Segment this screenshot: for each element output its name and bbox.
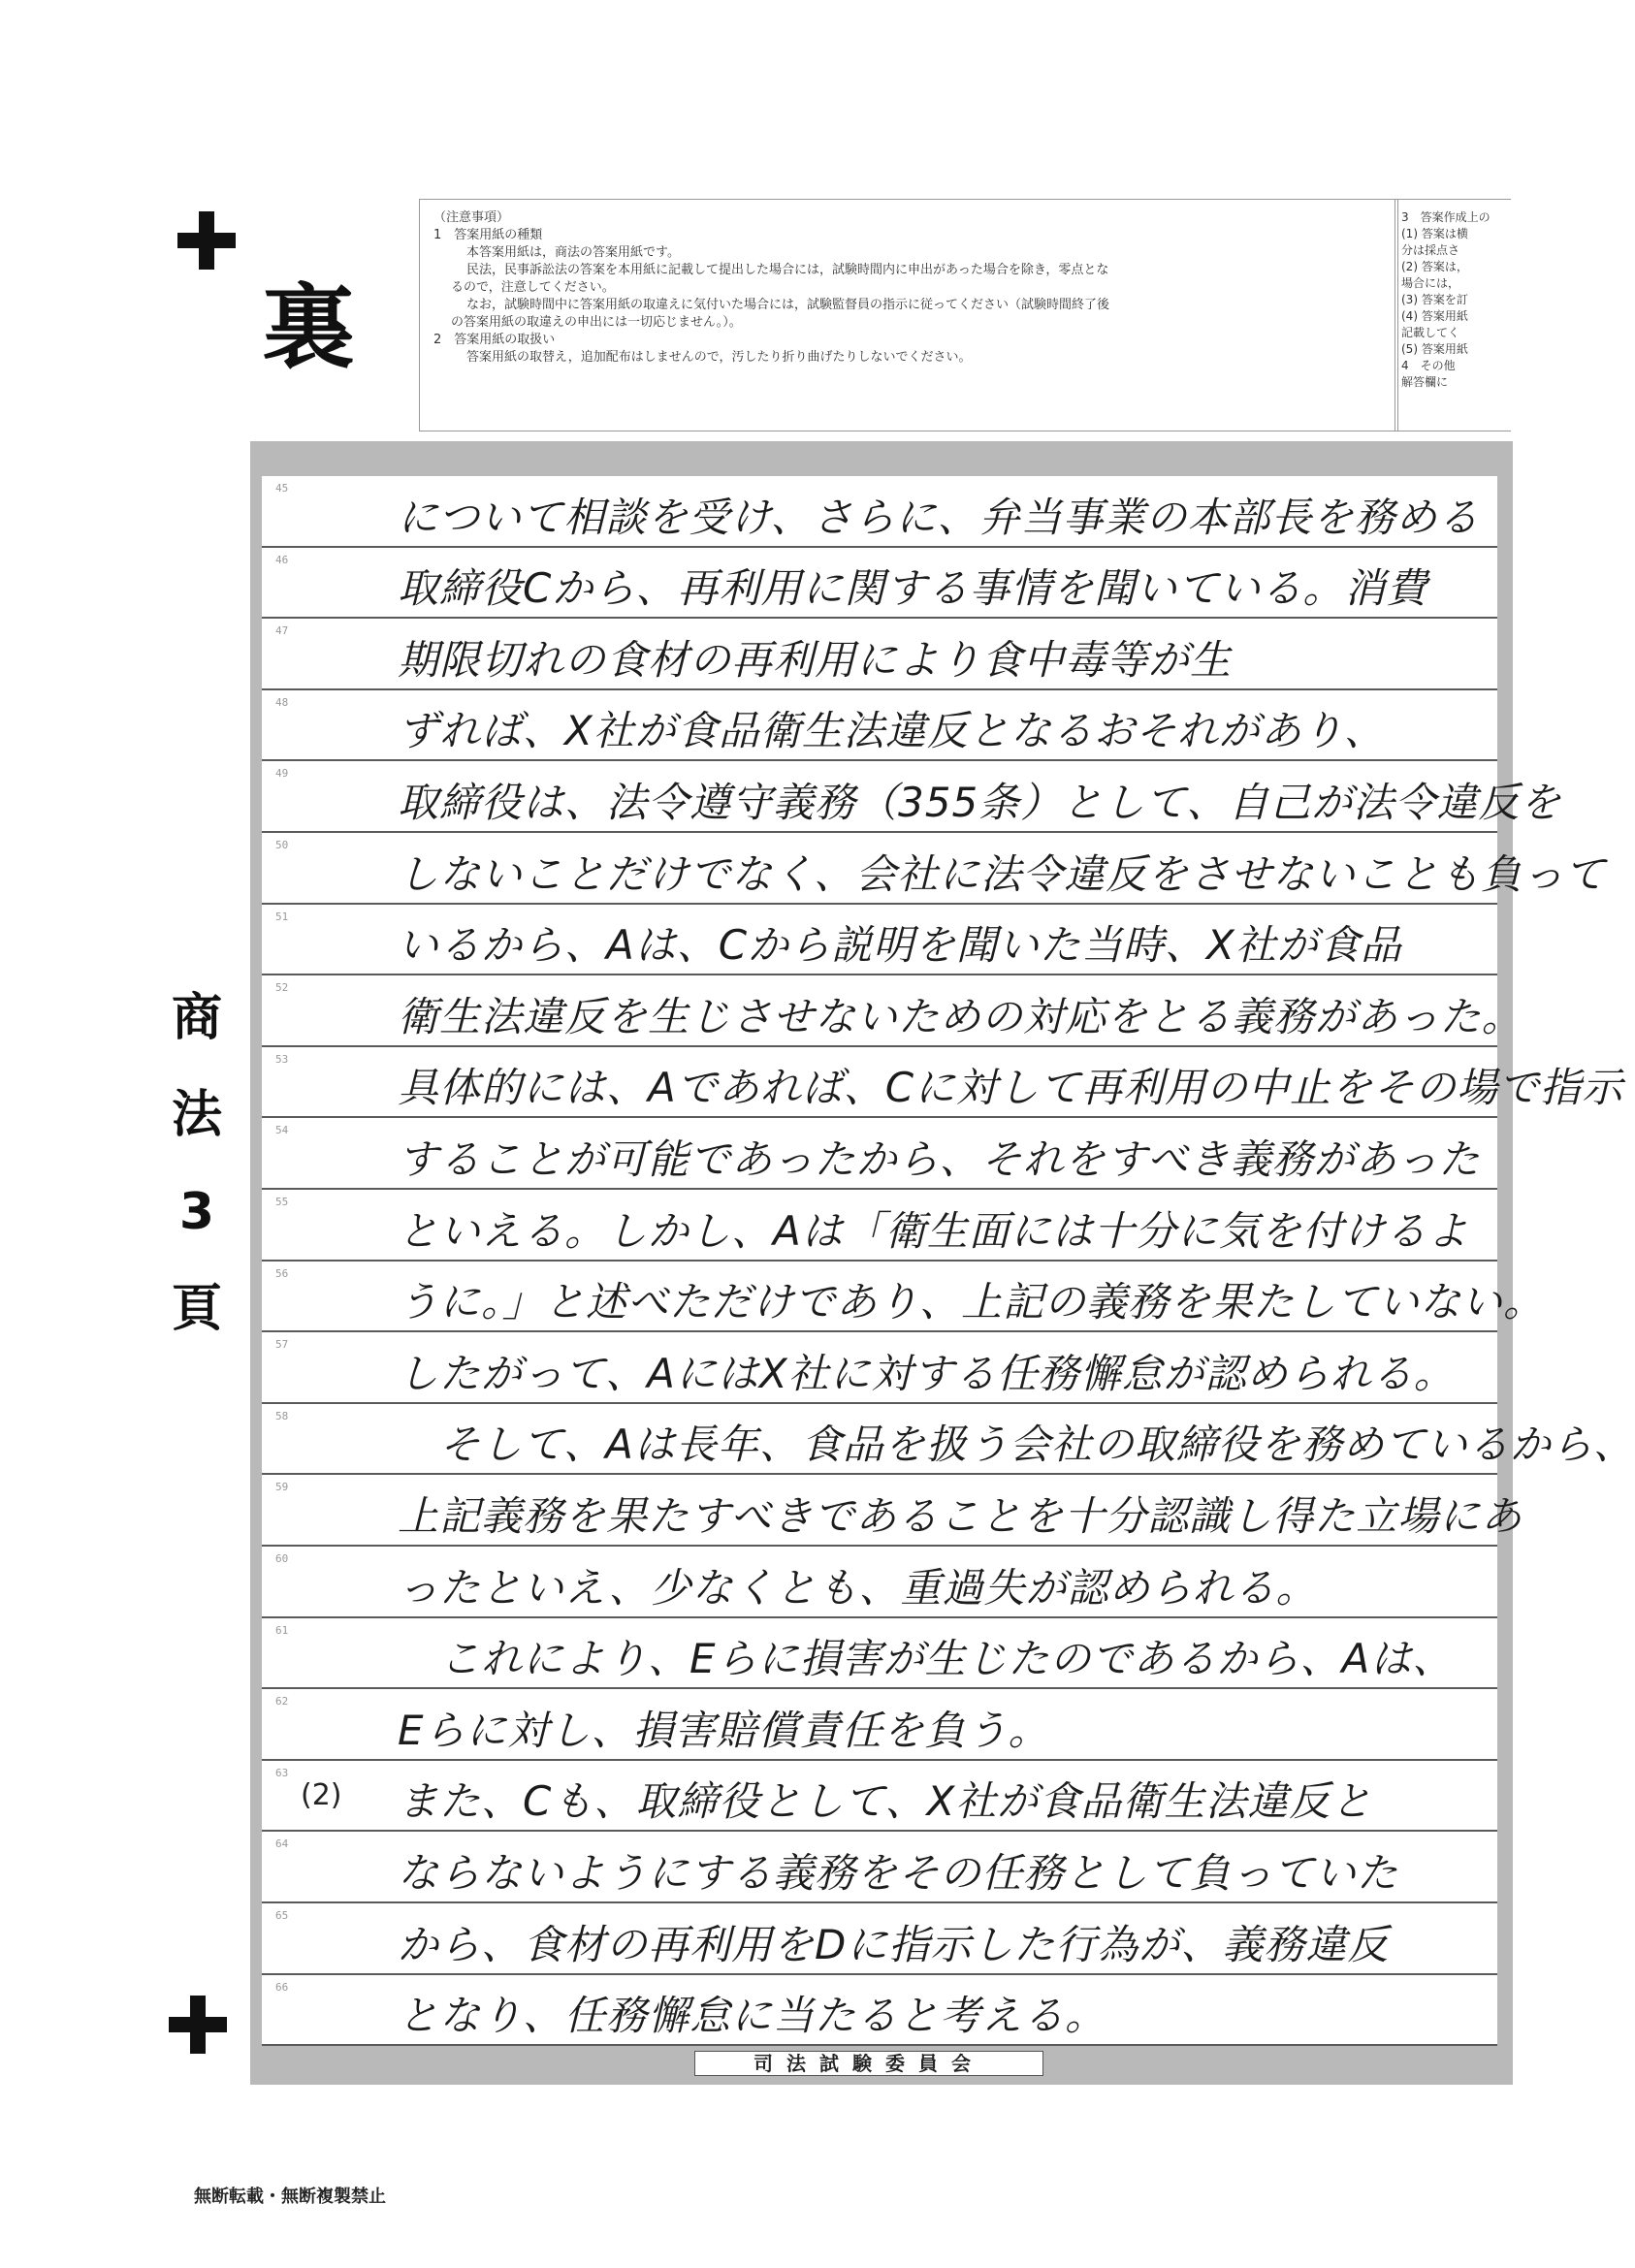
line-marker: (2) — [301, 1777, 342, 1812]
handwritten-answer-text: また、Cも、取締役として、X社が食品衛生法違反と — [398, 1777, 1373, 1826]
notice-right-line: (5) 答案用紙 — [1401, 342, 1468, 356]
notice-line: なお，試験時間中に答案用紙の取違えに気付いた場合には，試験監督員の指示に従ってください（試験時間終了後 — [466, 298, 1110, 312]
line-number: 64 — [275, 1837, 289, 1851]
committee-label: 司法試験委員会 — [694, 2051, 1043, 2076]
registration-mark-top — [177, 211, 236, 270]
handwritten-answer-text: 期限切れの食材の再利用により食中毒等が生 — [398, 635, 1233, 684]
line-number: 48 — [275, 695, 289, 709]
answer-line — [262, 1761, 1497, 1833]
notice-right-line: 3 答案作成上の — [1401, 210, 1491, 224]
handwritten-answer-text: から、食材の再利用をDに指示した行為が、義務違反 — [398, 1920, 1390, 1968]
answer-line — [262, 1618, 1497, 1690]
side-label-char: 商 — [171, 989, 222, 1047]
answer-sheet-frame — [250, 441, 1635, 2085]
line-number: 59 — [275, 1481, 289, 1494]
line-number: 57 — [275, 1338, 289, 1352]
answer-line — [262, 905, 1497, 976]
line-number: 61 — [275, 1623, 289, 1637]
subject-page-label — [163, 970, 231, 1358]
handwritten-answer-text: ならないようにする義務をその任務として負っていた — [398, 1848, 1399, 1897]
notice-heading: （注意事項） — [433, 210, 510, 225]
side-label-char: 法 — [171, 1086, 222, 1144]
registration-mark-bottom — [169, 1996, 227, 2054]
handwritten-answer-text: したがって、AにはX社に対する任務懈怠が認められる。 — [398, 1349, 1456, 1397]
side-label-char: 頁 — [171, 1280, 222, 1338]
answer-line — [262, 1332, 1497, 1404]
answer-line — [262, 761, 1562, 833]
answer-line — [262, 1118, 1497, 1190]
answer-line — [262, 1047, 1624, 1119]
handwritten-answer-text: といえる。しかし、Aは「衛生面には十分に気を付けるよ — [398, 1206, 1469, 1255]
handwritten-answer-text: これにより、Eらに損害が生じたのであるから、Aは、 — [398, 1635, 1455, 1683]
line-number: 50 — [275, 839, 289, 851]
handwritten-answer-text: 具体的には、Aであれば、Cに対して再利用の中止をその場で指示 — [398, 1064, 1624, 1112]
notice-right-line: (4) 答案用紙 — [1401, 309, 1468, 323]
line-number: 45 — [275, 482, 289, 495]
line-number: 58 — [275, 1409, 289, 1422]
line-number: 66 — [275, 1980, 289, 1994]
notice-right-line: 解答欄に — [1401, 375, 1449, 389]
line-number: 51 — [275, 910, 289, 923]
answer-line — [262, 1903, 1497, 1975]
handwritten-answer-text: 衛生法違反を生じさせないための対応をとる義務があった。 — [398, 992, 1523, 1040]
handwritten-answer-text: 取締役Cから、再利用に関する事情を聞いている。消費 — [398, 564, 1428, 613]
answer-line — [262, 1404, 1635, 1476]
line-number: 65 — [275, 1909, 289, 1922]
handwritten-answer-text: Eらに対し、損害賠償責任を負う。 — [398, 1706, 1050, 1754]
answer-line — [262, 1190, 1497, 1262]
line-number: 62 — [275, 1695, 289, 1709]
line-number: 54 — [275, 1124, 289, 1137]
handwritten-answer-text: いるから、Aは、Cから説明を聞いた当時、X社が食品 — [398, 921, 1402, 970]
answer-line — [262, 1689, 1497, 1761]
line-number: 49 — [275, 767, 289, 781]
answer-line — [262, 476, 1497, 548]
notice-right-line: 分は採点さ — [1401, 243, 1460, 257]
back-side-mark: 裏 — [262, 272, 355, 382]
notice-right-line: (1) 答案は横 — [1401, 227, 1468, 240]
notice-line: 答案用紙の取替え，追加配布はしませんので，汚したり折り曲げたりしないでください。 — [466, 350, 972, 365]
answer-line — [262, 1832, 1497, 1903]
notice-line: の答案用紙の取違えの申出には一切応じません。）。 — [451, 315, 742, 330]
notice-section-2: 2 答案用紙の取扱い — [433, 333, 556, 347]
line-number: 55 — [275, 1196, 289, 1208]
notice-right-line: (2) 答案は， — [1401, 260, 1468, 273]
line-number: 60 — [275, 1552, 289, 1565]
notice-right-line: 記載してく — [1401, 326, 1460, 339]
handwritten-answer-text: ったといえ、少なくとも、重過失が認められる。 — [398, 1563, 1318, 1612]
handwritten-answer-text: することが可能であったから、それをすべき義務があった — [398, 1134, 1481, 1183]
handwritten-answer-text: 取締役は、法令遵守義務（355条）として、自己が法令違反を — [398, 778, 1562, 826]
notice-right-line: 場合には， — [1401, 276, 1460, 290]
notice-line: 本答案用紙は，商法の答案用紙です。 — [466, 245, 680, 260]
notice-line: 民法，民事訴訟法の答案を本用紙に記載して提出した場合には，試験時間内に申出があった場合を除き，零点とな — [466, 263, 1109, 277]
answer-line — [262, 619, 1497, 690]
answer-line — [262, 833, 1607, 905]
line-number: 63 — [275, 1766, 289, 1779]
answer-area — [262, 476, 1635, 2046]
handwritten-answer-text: 上記義務を果たすべきであることを十分認識し得た立場にあ — [398, 1491, 1523, 1540]
handwritten-answer-text: そして、Aは長年、食品を扱う会社の取締役を務めているから、 — [398, 1421, 1635, 1469]
answer-line — [262, 1975, 1497, 2047]
side-label-char: 3 — [178, 1183, 215, 1241]
answer-line — [262, 690, 1497, 762]
answer-line — [262, 1262, 1546, 1333]
line-number: 46 — [275, 553, 289, 566]
answer-line — [262, 1475, 1523, 1547]
notice-box-right — [1395, 199, 1511, 431]
notice-right-line: (3) 答案を訂 — [1401, 293, 1468, 306]
line-number: 56 — [275, 1266, 289, 1280]
notice-section-1: 1 答案用紙の種類 — [433, 228, 543, 242]
answer-line — [262, 548, 1497, 620]
handwritten-answer-text: となり、任務懈怠に当たると考える。 — [398, 1992, 1107, 2040]
handwritten-answer-text: しないことだけでなく、会社に法令違反をさせないことも負って — [398, 849, 1607, 898]
copyright-notice: 無断転載・無断複製禁止 — [194, 2187, 386, 2207]
notice-line: るので，注意してください。 — [451, 280, 615, 295]
answer-line — [262, 1547, 1497, 1618]
line-number: 52 — [275, 981, 289, 995]
line-number: 53 — [275, 1052, 289, 1066]
notice-right-line: 4 その他 — [1401, 359, 1456, 372]
handwritten-answer-text: ずれば、X社が食品衛生法違反となるおそれがあり、 — [398, 707, 1386, 755]
line-number: 47 — [275, 624, 289, 638]
notice-box — [419, 199, 1398, 431]
answer-line — [262, 975, 1523, 1047]
handwritten-answer-text: について相談を受け、さらに、弁当事業の本部長を務める — [398, 493, 1480, 541]
handwritten-answer-text: うに。」と述べただけであり、上記の義務を果たしていない。 — [398, 1278, 1546, 1326]
